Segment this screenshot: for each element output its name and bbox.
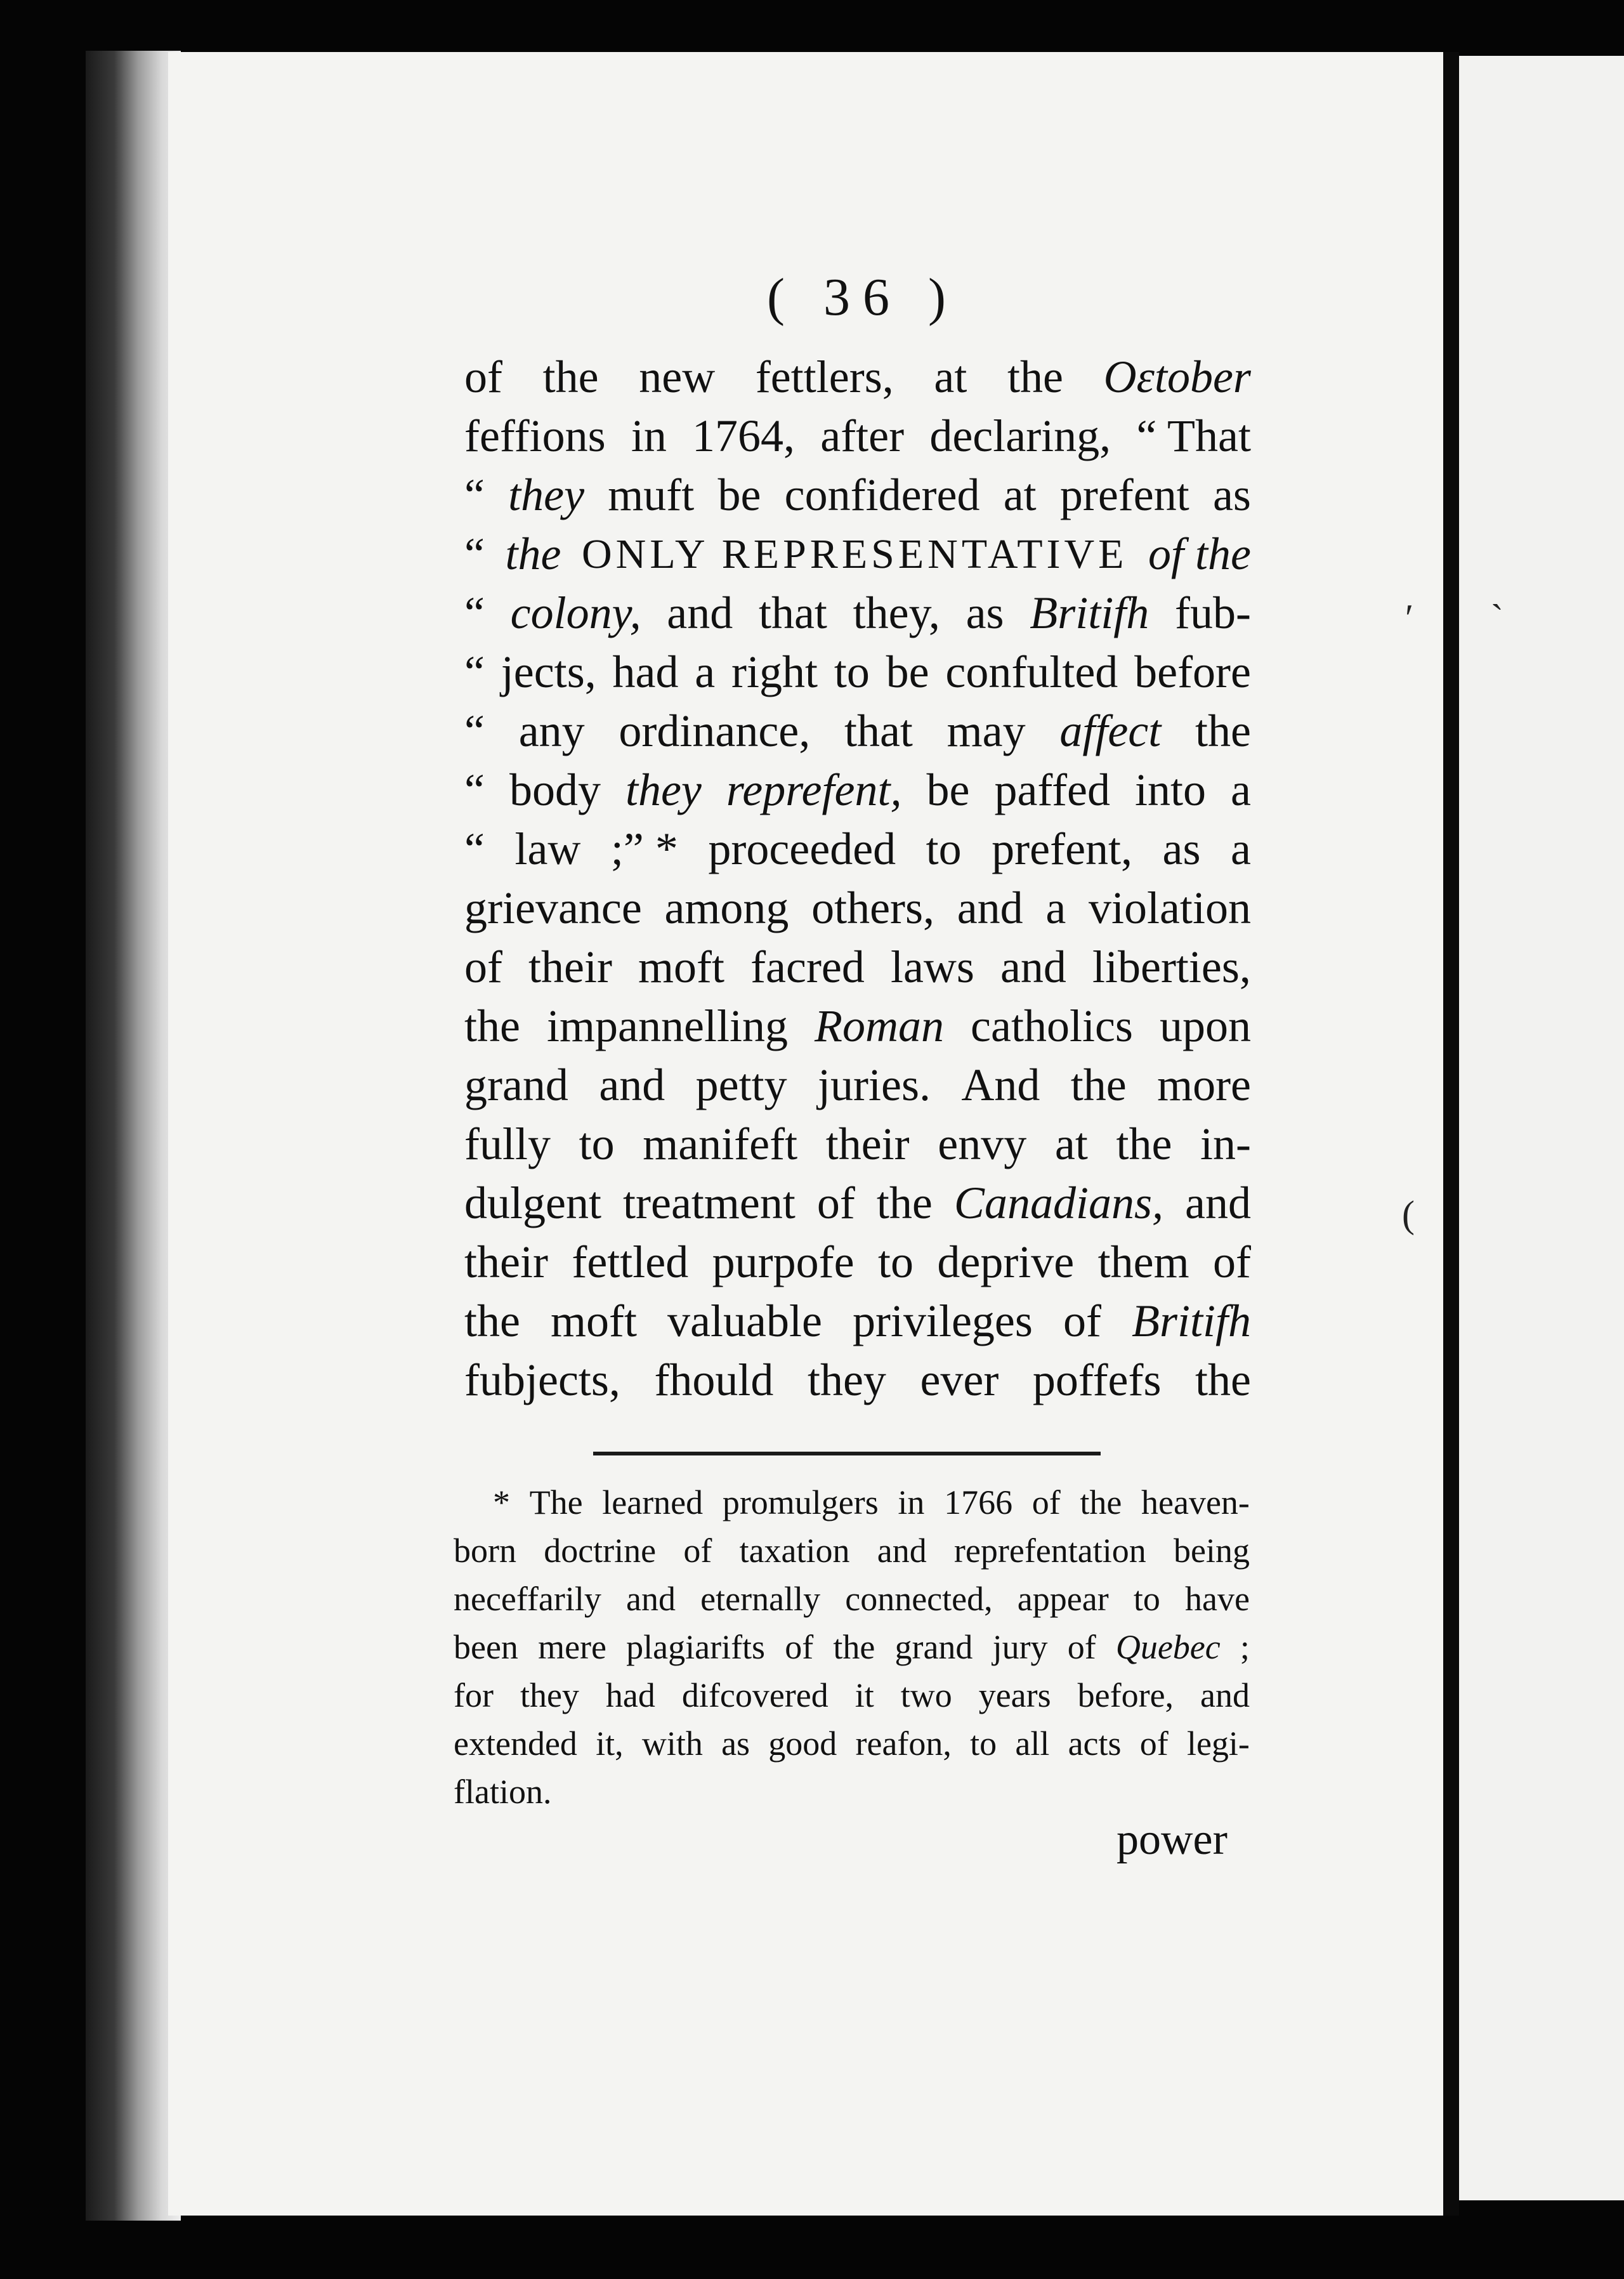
text-word: them: [1097, 1237, 1189, 1287]
text-word: right: [731, 647, 818, 697]
footnote-line: [454, 1575, 1250, 1623]
text-word: before: [1134, 647, 1251, 697]
text-word: 1764,: [692, 410, 796, 461]
text-line: [464, 1174, 1251, 1233]
footnote-word: of: [1139, 1724, 1169, 1763]
text-word: the: [505, 529, 561, 579]
text-word: dulgent: [464, 1178, 601, 1228]
text-line: [464, 348, 1251, 407]
text-word: petty: [695, 1060, 787, 1110]
text-word: “: [464, 824, 485, 874]
footnote-word: been: [454, 1628, 518, 1666]
text-word: purpofe: [712, 1237, 855, 1287]
footnote-word: promulgers: [722, 1483, 879, 1521]
footnote-word: they: [520, 1676, 579, 1714]
text-word: ONLY REPRESENTATIVE: [582, 531, 1128, 577]
footnote-word: born: [454, 1532, 516, 1570]
text-word: their: [825, 1119, 910, 1169]
text-word: in: [631, 410, 667, 461]
footnote-word: jury: [992, 1628, 1048, 1666]
footnote-word: learned: [602, 1483, 704, 1521]
text-word: proceeded: [708, 824, 896, 874]
text-line: [464, 525, 1251, 584]
text-word: Britifh: [1030, 588, 1149, 638]
text-word: Oɛtober: [1103, 351, 1251, 402]
text-word: a: [1230, 824, 1251, 874]
text-word: treatment: [623, 1178, 796, 1228]
footnote-word: as: [721, 1724, 750, 1763]
text-word: the: [542, 351, 599, 402]
text-word: after: [820, 410, 905, 461]
text-line: [464, 407, 1251, 466]
text-word: new: [639, 351, 716, 402]
text-word: of: [1063, 1296, 1101, 1346]
footnote-word: before,: [1077, 1676, 1174, 1714]
text-word: privileges: [852, 1296, 1033, 1346]
footnote-word: had: [605, 1676, 655, 1714]
text-word: the: [1195, 1355, 1251, 1405]
footnote-word: it,: [596, 1724, 624, 1763]
footnote-word: all: [1015, 1724, 1050, 1763]
footnote-word: being: [1173, 1532, 1250, 1570]
footnote-word: appear: [1017, 1580, 1109, 1618]
text-word: they: [807, 1355, 886, 1405]
text-word: Roman: [815, 1001, 944, 1051]
footnote-word: two: [900, 1676, 952, 1714]
text-line: [464, 1351, 1251, 1410]
text-word: and: [957, 883, 1023, 933]
text-word: “: [464, 706, 485, 756]
footnote-word: heaven-: [1141, 1483, 1250, 1521]
margin-mark: `: [1491, 597, 1503, 639]
footnote-word: mere: [538, 1628, 606, 1666]
text-word: moft: [551, 1296, 637, 1346]
footnote-line: [454, 1478, 1250, 1527]
catchword: power: [1116, 1815, 1228, 1864]
text-word: the: [1070, 1060, 1127, 1110]
footnote-line: [454, 1768, 1250, 1816]
footnote-word: the: [1080, 1483, 1122, 1521]
text-word: manifeft: [643, 1119, 798, 1169]
margin-mark: (: [1402, 1193, 1415, 1235]
footnote-word: 1766: [944, 1483, 1013, 1521]
text-word: ever: [920, 1355, 999, 1405]
text-word: envy: [938, 1119, 1027, 1169]
text-word: deprive: [937, 1237, 1075, 1287]
text-word: grand: [464, 1060, 568, 1110]
text-word: feffions: [464, 410, 606, 461]
text-word: among: [664, 883, 789, 933]
text-word: facred: [750, 942, 865, 992]
text-word: fettlers,: [755, 351, 894, 402]
footnote-word: to: [970, 1724, 997, 1763]
text-word: liberties,: [1092, 942, 1251, 992]
text-word: grievance: [464, 883, 642, 933]
text-word: “ That: [1136, 410, 1251, 461]
text-word: be: [886, 647, 929, 697]
text-line: [464, 997, 1251, 1056]
text-word: violation: [1088, 883, 1251, 933]
footnote-line: [454, 1623, 1250, 1671]
text-word: and: [599, 1060, 665, 1110]
text-line: [464, 820, 1251, 879]
footnote-word: with: [641, 1724, 703, 1763]
text-word: “: [464, 588, 485, 638]
footnote-word: extended: [454, 1724, 577, 1763]
text-word: that: [758, 588, 827, 638]
footnote-word: neceffarily: [454, 1580, 601, 1618]
text-word: ordinance,: [619, 706, 811, 756]
text-word: impannelling: [547, 1001, 788, 1051]
footnote-word: the: [833, 1628, 875, 1666]
footnote-word: in: [898, 1483, 925, 1521]
text-word: confidered: [784, 470, 980, 520]
text-word: upon: [1159, 1001, 1251, 1051]
text-word: be: [717, 470, 761, 520]
footnote-word: have: [1185, 1580, 1250, 1618]
text-word: of: [1213, 1237, 1251, 1287]
book-spine: [86, 51, 181, 2221]
text-word: and: [1185, 1178, 1251, 1228]
footnote-word: connected,: [845, 1580, 993, 1618]
footnote-word: The: [529, 1483, 583, 1521]
text-word: the: [464, 1296, 520, 1346]
text-line: [464, 761, 1251, 820]
footnote-word: reafon,: [855, 1724, 952, 1763]
text-line: [464, 1233, 1251, 1292]
text-word: “: [464, 647, 485, 697]
footnote-word: Quebec: [1115, 1628, 1221, 1666]
footnote-line: [454, 1527, 1250, 1575]
text-word: at: [1003, 470, 1037, 520]
text-word: catholics: [971, 1001, 1133, 1051]
text-word: Canadians,: [953, 1178, 1163, 1228]
footnote-word: grand: [894, 1628, 973, 1666]
text-word: into: [1135, 765, 1207, 815]
text-word: fub-: [1174, 588, 1251, 638]
text-word: of the: [1148, 529, 1251, 579]
text-word: “: [464, 470, 485, 520]
footnote-word: for: [454, 1676, 494, 1714]
text-word: any: [518, 706, 585, 756]
text-word: they: [625, 765, 702, 815]
text-word: “: [464, 529, 485, 579]
footnote-word: legi-: [1186, 1724, 1250, 1763]
footnote-word: and: [877, 1532, 927, 1570]
text-word: fully: [464, 1119, 551, 1169]
footnote-line: [454, 1719, 1250, 1768]
text-word: the: [1116, 1119, 1172, 1169]
text-word: colony,: [510, 588, 641, 638]
text-line: [464, 1292, 1251, 1351]
footnote-word: of: [1067, 1628, 1096, 1666]
text-word: and: [667, 588, 733, 638]
margin-mark: ′: [1405, 597, 1414, 639]
footnote-word: flation.: [454, 1773, 552, 1811]
text-word: a: [1045, 883, 1066, 933]
page-number: ( 36 ): [767, 268, 959, 327]
text-word: to: [834, 647, 870, 697]
text-word: their: [464, 1237, 548, 1287]
main-text: [464, 348, 1251, 1410]
footnote-word: doctrine: [544, 1532, 657, 1570]
text-word: had: [612, 647, 679, 697]
text-word: poffefs: [1032, 1355, 1162, 1405]
text-word: others,: [811, 883, 935, 933]
text-word: prefent,: [992, 824, 1133, 874]
text-word: a: [695, 647, 716, 697]
footnote-word: of: [683, 1532, 712, 1570]
text-word: laws: [890, 942, 974, 992]
text-word: as: [966, 588, 1004, 638]
text-word: declaring,: [929, 410, 1111, 461]
text-word: in-: [1200, 1119, 1251, 1169]
text-word: jects,: [501, 647, 596, 697]
footnote-word: of: [1031, 1483, 1061, 1521]
text-line: [464, 879, 1251, 938]
text-line: [464, 1056, 1251, 1115]
footnote-word: eternally: [700, 1580, 821, 1618]
footnote-word: of: [785, 1628, 814, 1666]
text-word: law: [514, 824, 581, 874]
text-line: [464, 1115, 1251, 1174]
text-word: as: [1212, 470, 1251, 520]
text-word: and: [1000, 942, 1066, 992]
text-word: of: [816, 1178, 855, 1228]
text-word: “: [464, 765, 485, 815]
text-word: muft: [608, 470, 695, 520]
text-word: to: [579, 1119, 615, 1169]
text-word: more: [1157, 1060, 1251, 1110]
text-word: ;” *: [610, 824, 678, 874]
footnote-word: acts: [1068, 1724, 1122, 1763]
text-word: affect: [1059, 706, 1162, 756]
text-word: paffed: [994, 765, 1111, 815]
text-word: may: [946, 706, 1026, 756]
text-word: reprefent,: [726, 765, 902, 815]
footnote-word: good: [768, 1724, 837, 1763]
page-gutter: [1443, 52, 1459, 2216]
text-word: to: [877, 1237, 914, 1287]
text-word: that: [844, 706, 913, 756]
footnote-word: and: [1200, 1676, 1250, 1714]
text-line: [464, 702, 1251, 761]
text-word: of: [464, 942, 502, 992]
text-word: the: [1007, 351, 1063, 402]
footnote-word: difcovered: [681, 1676, 828, 1714]
text-word: juries.: [818, 1060, 931, 1110]
footnote-line: [454, 1671, 1250, 1719]
footnote-word: reprefentation: [953, 1532, 1146, 1570]
footnote-word: it: [855, 1676, 874, 1714]
text-line: [464, 466, 1251, 525]
text-word: valuable: [667, 1296, 822, 1346]
text-word: fettled: [572, 1237, 689, 1287]
text-word: Britifh: [1131, 1296, 1251, 1346]
text-word: their: [528, 942, 612, 992]
text-word: they: [508, 470, 585, 520]
text-word: to: [926, 824, 962, 874]
text-word: fhould: [654, 1355, 774, 1405]
text-word: moft: [638, 942, 725, 992]
text-word: fubjects,: [464, 1355, 620, 1405]
text-word: at: [1054, 1119, 1088, 1169]
facing-page-edge: [1459, 56, 1624, 2200]
text-word: at: [934, 351, 967, 402]
footnote-word: taxation: [739, 1532, 850, 1570]
text-word: confulted: [945, 647, 1118, 697]
text-word: be: [926, 765, 970, 815]
footnote-word: plagiarifts: [626, 1628, 766, 1666]
footnote-word: and: [626, 1580, 676, 1618]
text-word: the: [1195, 706, 1251, 756]
text-line: [464, 643, 1251, 702]
text-word: the: [876, 1178, 933, 1228]
text-word: as: [1162, 824, 1201, 874]
text-word: the: [464, 1001, 520, 1051]
text-word: prefent: [1059, 470, 1189, 520]
footnote-word: to: [1133, 1580, 1160, 1618]
footnote-word: ;: [1240, 1628, 1250, 1666]
text-line: [464, 938, 1251, 997]
text-word: they,: [853, 588, 940, 638]
text-word: body: [509, 765, 601, 815]
footnote-word: *: [493, 1483, 510, 1521]
text-word: a: [1231, 765, 1251, 815]
text-word: And: [961, 1060, 1040, 1110]
footnote-word: years: [978, 1676, 1051, 1714]
text-line: [464, 584, 1251, 643]
footnote: [454, 1478, 1250, 1816]
footnote-rule: [593, 1452, 1101, 1455]
text-word: of: [464, 351, 502, 402]
